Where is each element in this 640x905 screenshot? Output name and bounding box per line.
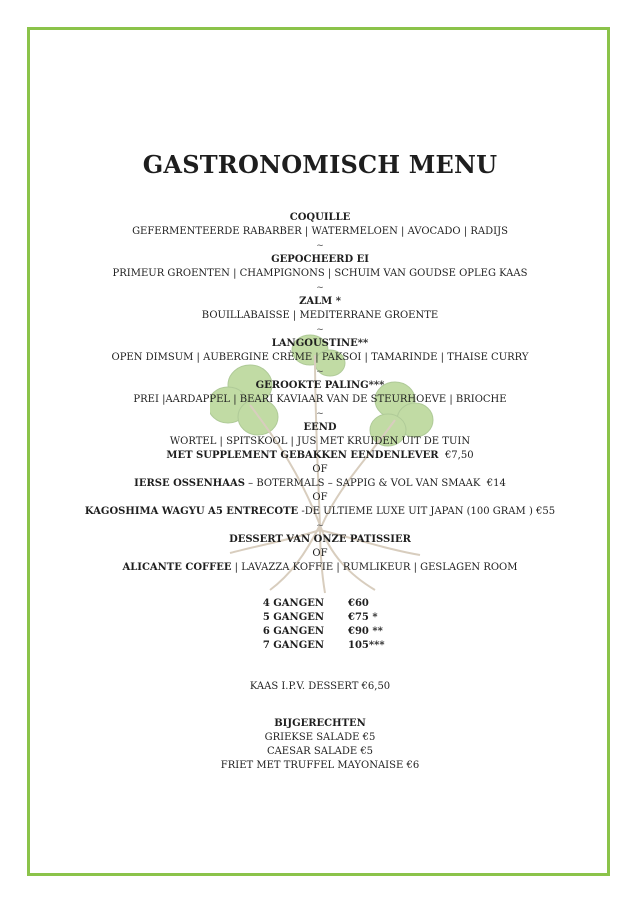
wagyu-line [0,505,640,519]
supplement-label: MET SUPPLEMENT GEBAKKEN EENDENLEVER [166,450,439,461]
or-divider: OF [312,548,328,559]
coffee-desc: | LAVAZZA KOFFIE | RUMLIKEUR | GESLAGEN ROOM [231,562,518,573]
sides-title: BIJGERECHTEN [274,718,366,729]
separator: ~ [316,241,324,251]
ox-price: €14 [486,478,506,489]
course-4-name: LANGOUSTINE** [271,338,369,349]
or-divider: OF [312,464,328,475]
price-row [0,612,640,626]
price-value: €60 [348,598,369,609]
course-3-name: ZALM * [299,296,341,307]
price-label: 7 GANGEN [262,640,324,651]
wagyu-name: KAGOSHIMA WAGYU A5 ENTRECOTE [84,506,299,517]
price-label: 4 GANGEN [262,598,324,609]
or-divider: OF [312,492,328,503]
duck-desc: WORTEL | SPITSKOOL | JUS MET KRUIDEN UIT DE TUIN [169,436,471,447]
price-label: 5 GANGEN [262,612,324,623]
coffee-name: ALICANTE COFFEE [122,562,232,573]
menu-title: GASTRONOMISCH MENU [142,150,498,179]
price-value: €75 * [348,612,378,623]
side-item: CAESAR SALADE €5 [266,746,374,757]
duck-supplement [0,449,640,463]
price-row [0,598,640,612]
ox-desc: – BOTERMALS – SAPPIG & VOL VAN SMAAK [244,478,481,489]
course-5-desc: PREI |AARDAPPEL | BEARI KAVIAAR VAN DE STEURHOEVE | BRIOCHE [133,394,507,405]
separator: ~ [316,521,324,531]
course-3-desc: BOUILLABAISSE | MEDITERRANE GROENTE [201,310,439,321]
price-label: 6 GANGEN [262,626,324,637]
price-row [0,626,640,640]
course-4-desc: OPEN DIMSUM | AUBERGINE CRÈME | PAKSOI | TAMARINDE | THAISE CURRY [111,352,529,363]
side-item: FRIET MET TRUFFEL MAYONAISE €6 [220,760,420,771]
coffee-line [0,561,640,575]
course-2-desc: PRIMEUR GROENTEN | CHAMPIGNONS | SCHUIM VAN GOUDSE OPLEG KAAS [112,268,528,279]
price-value: 105*** [348,640,385,651]
wagyu-desc: -DE ULTIEME LUXE UIT JAPAN (100 GRAM ) €55 [298,506,556,517]
supplement-price: €7,50 [444,450,474,461]
separator: ~ [316,325,324,335]
separator: ~ [316,283,324,293]
duck-name: EEND [303,422,337,433]
dessert-name: DESSERT VAN ONZE PATISSIER [229,534,411,545]
price-row [0,640,640,654]
side-item: GRIEKSE SALADE €5 [264,732,376,743]
ox-line [0,477,640,491]
cheese-option: KAAS I.P.V. DESSERT €6,50 [249,681,391,692]
course-1-desc: GEFERMENTEERDE RABARBER | WATERMELOEN | AVOCADO | RADIJS [132,226,508,237]
course-2-name: GEPOCHEERD EI [271,254,369,265]
price-value: €90 ** [348,626,383,637]
ox-name: IERSE OSSENHAAS [134,478,245,489]
separator: ~ [316,367,324,377]
course-5-name: GEROOKTE PALING*** [255,380,385,391]
course-1-name: COQUILLE [289,212,351,223]
separator: ~ [316,409,324,419]
